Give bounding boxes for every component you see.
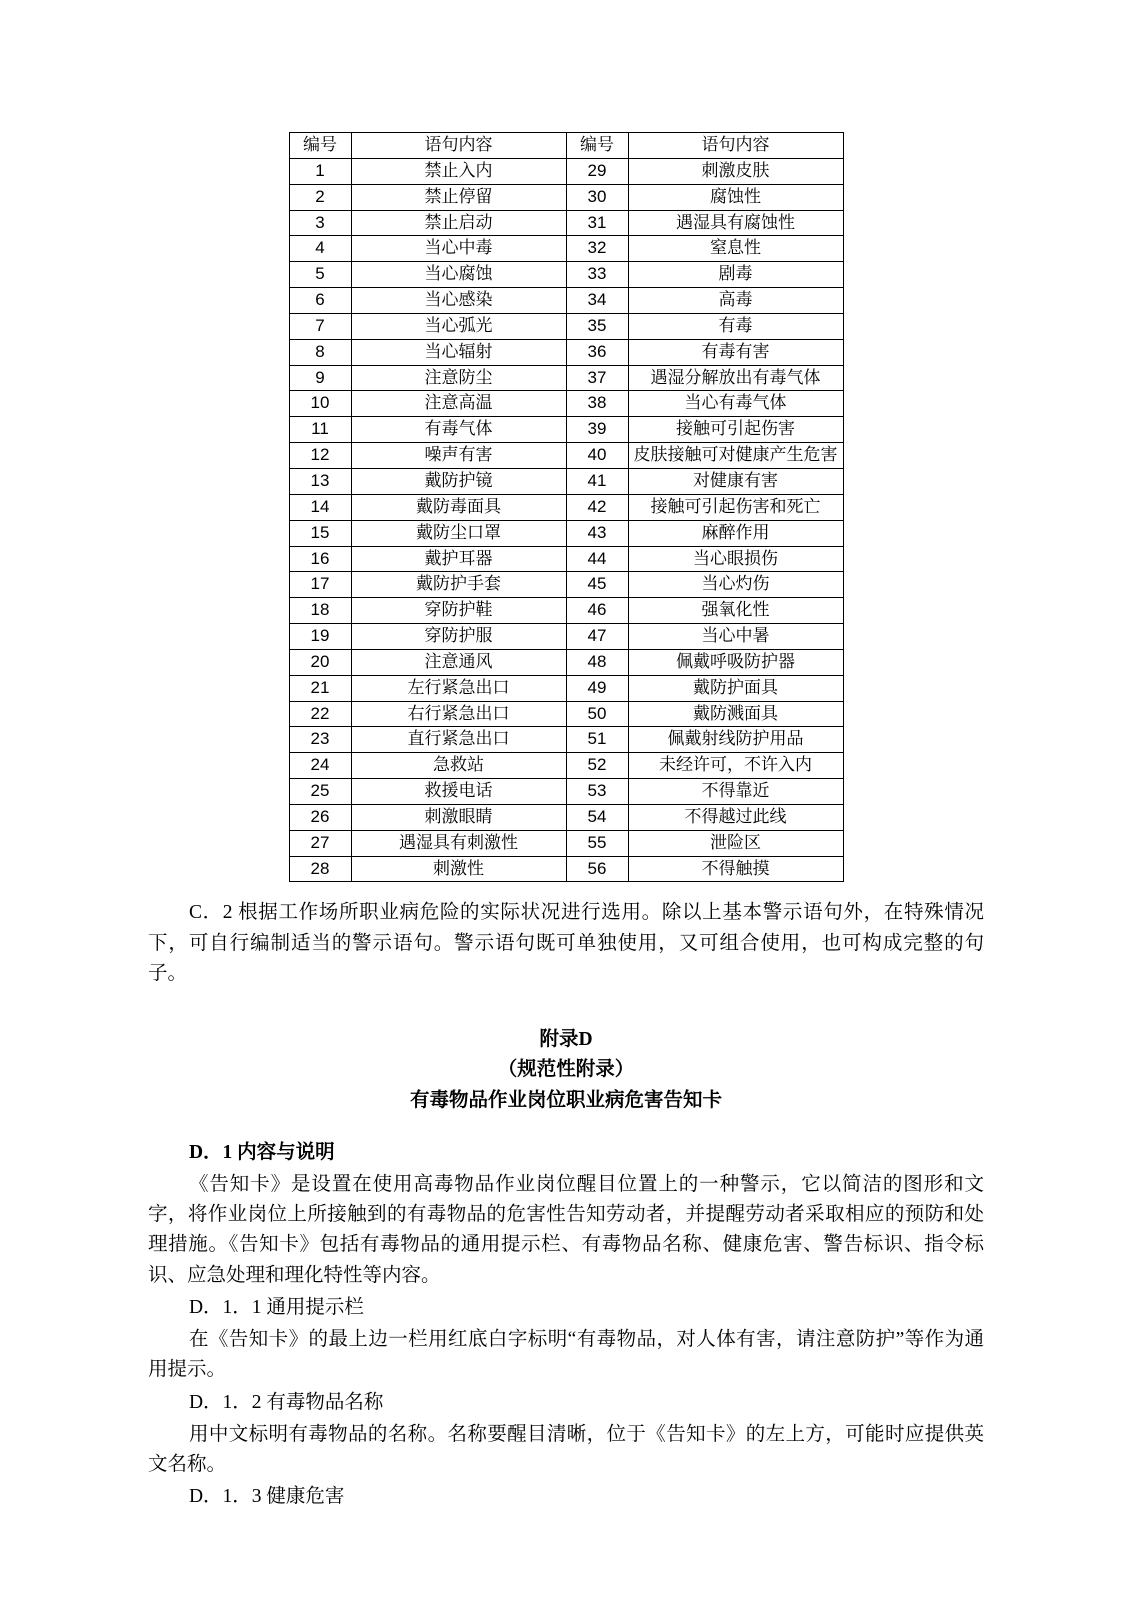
table-cell: 50 [566, 701, 628, 727]
table-row [289, 675, 843, 701]
table-cell: 12 [289, 443, 351, 469]
table-row [289, 417, 843, 443]
table-row [289, 598, 843, 624]
appendix-d-title-block [148, 1025, 984, 1116]
table-cell: 49 [566, 675, 628, 701]
table-cell: 当心眼损伤 [628, 546, 843, 572]
table-cell: 33 [566, 262, 628, 288]
table-header-cell: 编号 [566, 133, 628, 159]
table-cell: 32 [566, 236, 628, 262]
table-cell: 15 [289, 520, 351, 546]
table-cell: 佩戴射线防护用品 [628, 727, 843, 753]
table-cell: 44 [566, 546, 628, 572]
table-row [289, 856, 843, 882]
table-cell: 13 [289, 468, 351, 494]
table-cell: 戴护耳器 [351, 546, 566, 572]
table-header-cell: 语句内容 [351, 133, 566, 159]
table-row [289, 158, 843, 184]
table-cell: 戴防护面具 [628, 675, 843, 701]
table-cell: 43 [566, 520, 628, 546]
table-cell: 左行紧急出口 [351, 675, 566, 701]
table-row [289, 701, 843, 727]
table-cell: 51 [566, 727, 628, 753]
table-cell: 穿防护鞋 [351, 598, 566, 624]
table-cell: 41 [566, 468, 628, 494]
table-cell: 当心腐蚀 [351, 262, 566, 288]
table-cell: 46 [566, 598, 628, 624]
table-cell: 有毒 [628, 313, 843, 339]
table-cell: 禁止入内 [351, 158, 566, 184]
table-cell: 25 [289, 779, 351, 805]
section-d1-body: 《告知卡》是设置在使用高毒物品作业岗位醒目位置上的一种警示，它以简洁的图形和文字，将作业岗位上所接触到的有毒物品的危害性告知劳动者，并提醒劳动者采取相应的预防和处理措施。《告知卡》包括有毒物品的通用提示栏、有毒物品名称、健康危害、警告标识、指令标识、应急处理和理化特性等内容。 [148, 1174, 984, 1286]
table-cell: 53 [566, 779, 628, 805]
table-cell: 穿防护服 [351, 624, 566, 650]
table-cell: 高毒 [628, 288, 843, 314]
table-cell: 麻醉作用 [628, 520, 843, 546]
table-cell: 40 [566, 443, 628, 469]
table-cell: 2 [289, 184, 351, 210]
table-cell: 刺激性 [351, 856, 566, 882]
table-cell: 29 [566, 158, 628, 184]
table-cell: 直行紧急出口 [351, 727, 566, 753]
table-cell: 当心辐射 [351, 339, 566, 365]
table-cell: 强氧化性 [628, 598, 843, 624]
table-row [289, 262, 843, 288]
table-cell: 9 [289, 365, 351, 391]
table-cell: 23 [289, 727, 351, 753]
table-cell: 佩戴呼吸防护器 [628, 649, 843, 675]
table-row [289, 753, 843, 779]
table-cell: 对健康有害 [628, 468, 843, 494]
table-row [289, 546, 843, 572]
table-cell: 右行紧急出口 [351, 701, 566, 727]
table-cell: 5 [289, 262, 351, 288]
table-cell: 24 [289, 753, 351, 779]
table-row [289, 649, 843, 675]
table-cell: 皮肤接触可对健康产生危害 [628, 443, 843, 469]
table-cell: 22 [289, 701, 351, 727]
table-cell: 噪声有害 [351, 443, 566, 469]
warning-phrase-table [289, 132, 844, 882]
table-cell: 28 [289, 856, 351, 882]
section-d11-body: 在《告知卡》的最上边一栏用红底白字标明“有毒物品，对人体有害，请注意防护”等作为通用提示。 [148, 1329, 984, 1381]
table-cell: 31 [566, 210, 628, 236]
table-row [289, 572, 843, 598]
table-cell: 6 [289, 288, 351, 314]
table-cell: 27 [289, 830, 351, 856]
table-row [289, 339, 843, 365]
table-cell: 35 [566, 313, 628, 339]
table-cell: 当心中毒 [351, 236, 566, 262]
table-cell: 当心弧光 [351, 313, 566, 339]
table-cell: 遇湿具有腐蚀性 [628, 210, 843, 236]
table-row [289, 520, 843, 546]
table-row [289, 624, 843, 650]
table-row [289, 391, 843, 417]
table-cell: 刺激皮肤 [628, 158, 843, 184]
table-header-cell: 编号 [289, 133, 351, 159]
table-cell: 当心中暑 [628, 624, 843, 650]
table-cell: 未经许可，不许入内 [628, 753, 843, 779]
table-cell: 腐蚀性 [628, 184, 843, 210]
table-cell: 8 [289, 339, 351, 365]
table-cell: 16 [289, 546, 351, 572]
table-row [289, 210, 843, 236]
table-cell: 3 [289, 210, 351, 236]
table-cell: 45 [566, 572, 628, 598]
table-row [289, 830, 843, 856]
table-cell: 不得触摸 [628, 856, 843, 882]
table-cell: 11 [289, 417, 351, 443]
table-cell: 38 [566, 391, 628, 417]
table-cell: 戴防溅面具 [628, 701, 843, 727]
section-d12-body: 用中文标明有毒物品的名称。名称要醒目清晰，位于《告知卡》的左上方，可能时应提供英文名称。 [148, 1423, 984, 1475]
table-cell: 55 [566, 830, 628, 856]
table-cell: 禁止停留 [351, 184, 566, 210]
table-header-cell: 语句内容 [628, 133, 843, 159]
table-body [289, 158, 843, 882]
table-cell: 20 [289, 649, 351, 675]
table-cell: 当心感染 [351, 288, 566, 314]
table-cell: 接触可引起伤害 [628, 417, 843, 443]
table-cell: 窒息性 [628, 236, 843, 262]
table-row [289, 184, 843, 210]
table-row [289, 313, 843, 339]
appendix-label: 附录D [539, 1029, 593, 1051]
table-row [289, 468, 843, 494]
table-cell: 52 [566, 753, 628, 779]
table-cell: 禁止启动 [351, 210, 566, 236]
table-cell: 4 [289, 236, 351, 262]
table-cell: 42 [566, 494, 628, 520]
table-cell: 54 [566, 804, 628, 830]
table-row [289, 288, 843, 314]
table-cell: 戴防护手套 [351, 572, 566, 598]
table-cell: 21 [289, 675, 351, 701]
table-cell: 泄险区 [628, 830, 843, 856]
table-row [289, 779, 843, 805]
table-cell: 戴防毒面具 [351, 494, 566, 520]
table-row [289, 365, 843, 391]
table-cell: 有毒有害 [628, 339, 843, 365]
table-cell: 26 [289, 804, 351, 830]
table-cell: 14 [289, 494, 351, 520]
table-cell: 遇湿具有刺激性 [351, 830, 566, 856]
table-row [289, 727, 843, 753]
section-d13-heading: D．1．3 健康危害 [188, 1486, 345, 1508]
table-cell: 不得越过此线 [628, 804, 843, 830]
table-row [289, 236, 843, 262]
clause-c2-block [148, 898, 984, 989]
section-d1-heading: D．1 内容与说明 [188, 1141, 335, 1163]
table-cell: 18 [289, 598, 351, 624]
table-cell: 17 [289, 572, 351, 598]
table-cell: 剧毒 [628, 262, 843, 288]
table-cell: 10 [289, 391, 351, 417]
table-cell: 30 [566, 184, 628, 210]
table-row [289, 443, 843, 469]
table-cell: 7 [289, 313, 351, 339]
table-cell: 19 [289, 624, 351, 650]
table-cell: 当心灼伤 [628, 572, 843, 598]
table-cell: 戴防护镜 [351, 468, 566, 494]
phrase-table-wrapper [148, 132, 984, 882]
table-cell: 注意高温 [351, 391, 566, 417]
table-row [289, 804, 843, 830]
appendix-kind: （规范性附录） [497, 1059, 635, 1081]
table-cell: 有毒气体 [351, 417, 566, 443]
table-cell: 36 [566, 339, 628, 365]
table-cell: 戴防尘口罩 [351, 520, 566, 546]
table-cell: 注意通风 [351, 649, 566, 675]
table-cell: 37 [566, 365, 628, 391]
table-cell: 刺激眼睛 [351, 804, 566, 830]
table-cell: 当心有毒气体 [628, 391, 843, 417]
table-cell: 急救站 [351, 753, 566, 779]
section-d11-heading: D．1．1 通用提示栏 [188, 1296, 364, 1318]
table-cell: 不得靠近 [628, 779, 843, 805]
table-cell: 39 [566, 417, 628, 443]
table-cell: 救援电话 [351, 779, 566, 805]
table-cell: 1 [289, 158, 351, 184]
table-cell: 56 [566, 856, 628, 882]
table-row [289, 494, 843, 520]
appendix-heading: 有毒物品作业岗位职业病危害告知卡 [409, 1089, 722, 1111]
section-d12-heading: D．1．2 有毒物品名称 [188, 1391, 384, 1413]
clause-c2-paragraph: C．2 根据工作场所职业病危险的实际状况进行选用。除以上基本警示语句外，在特殊情况下，可自行编制适当的警示语句。警示语句既可单独使用，又可组合使用，也可构成完整的句子。 [148, 902, 984, 984]
table-cell: 接触可引起伤害和死亡 [628, 494, 843, 520]
table-cell: 34 [566, 288, 628, 314]
table-cell: 48 [566, 649, 628, 675]
table-cell: 遇湿分解放出有毒气体 [628, 365, 843, 391]
table-header-row [289, 133, 843, 159]
table-cell: 注意防尘 [351, 365, 566, 391]
table-cell: 47 [566, 624, 628, 650]
